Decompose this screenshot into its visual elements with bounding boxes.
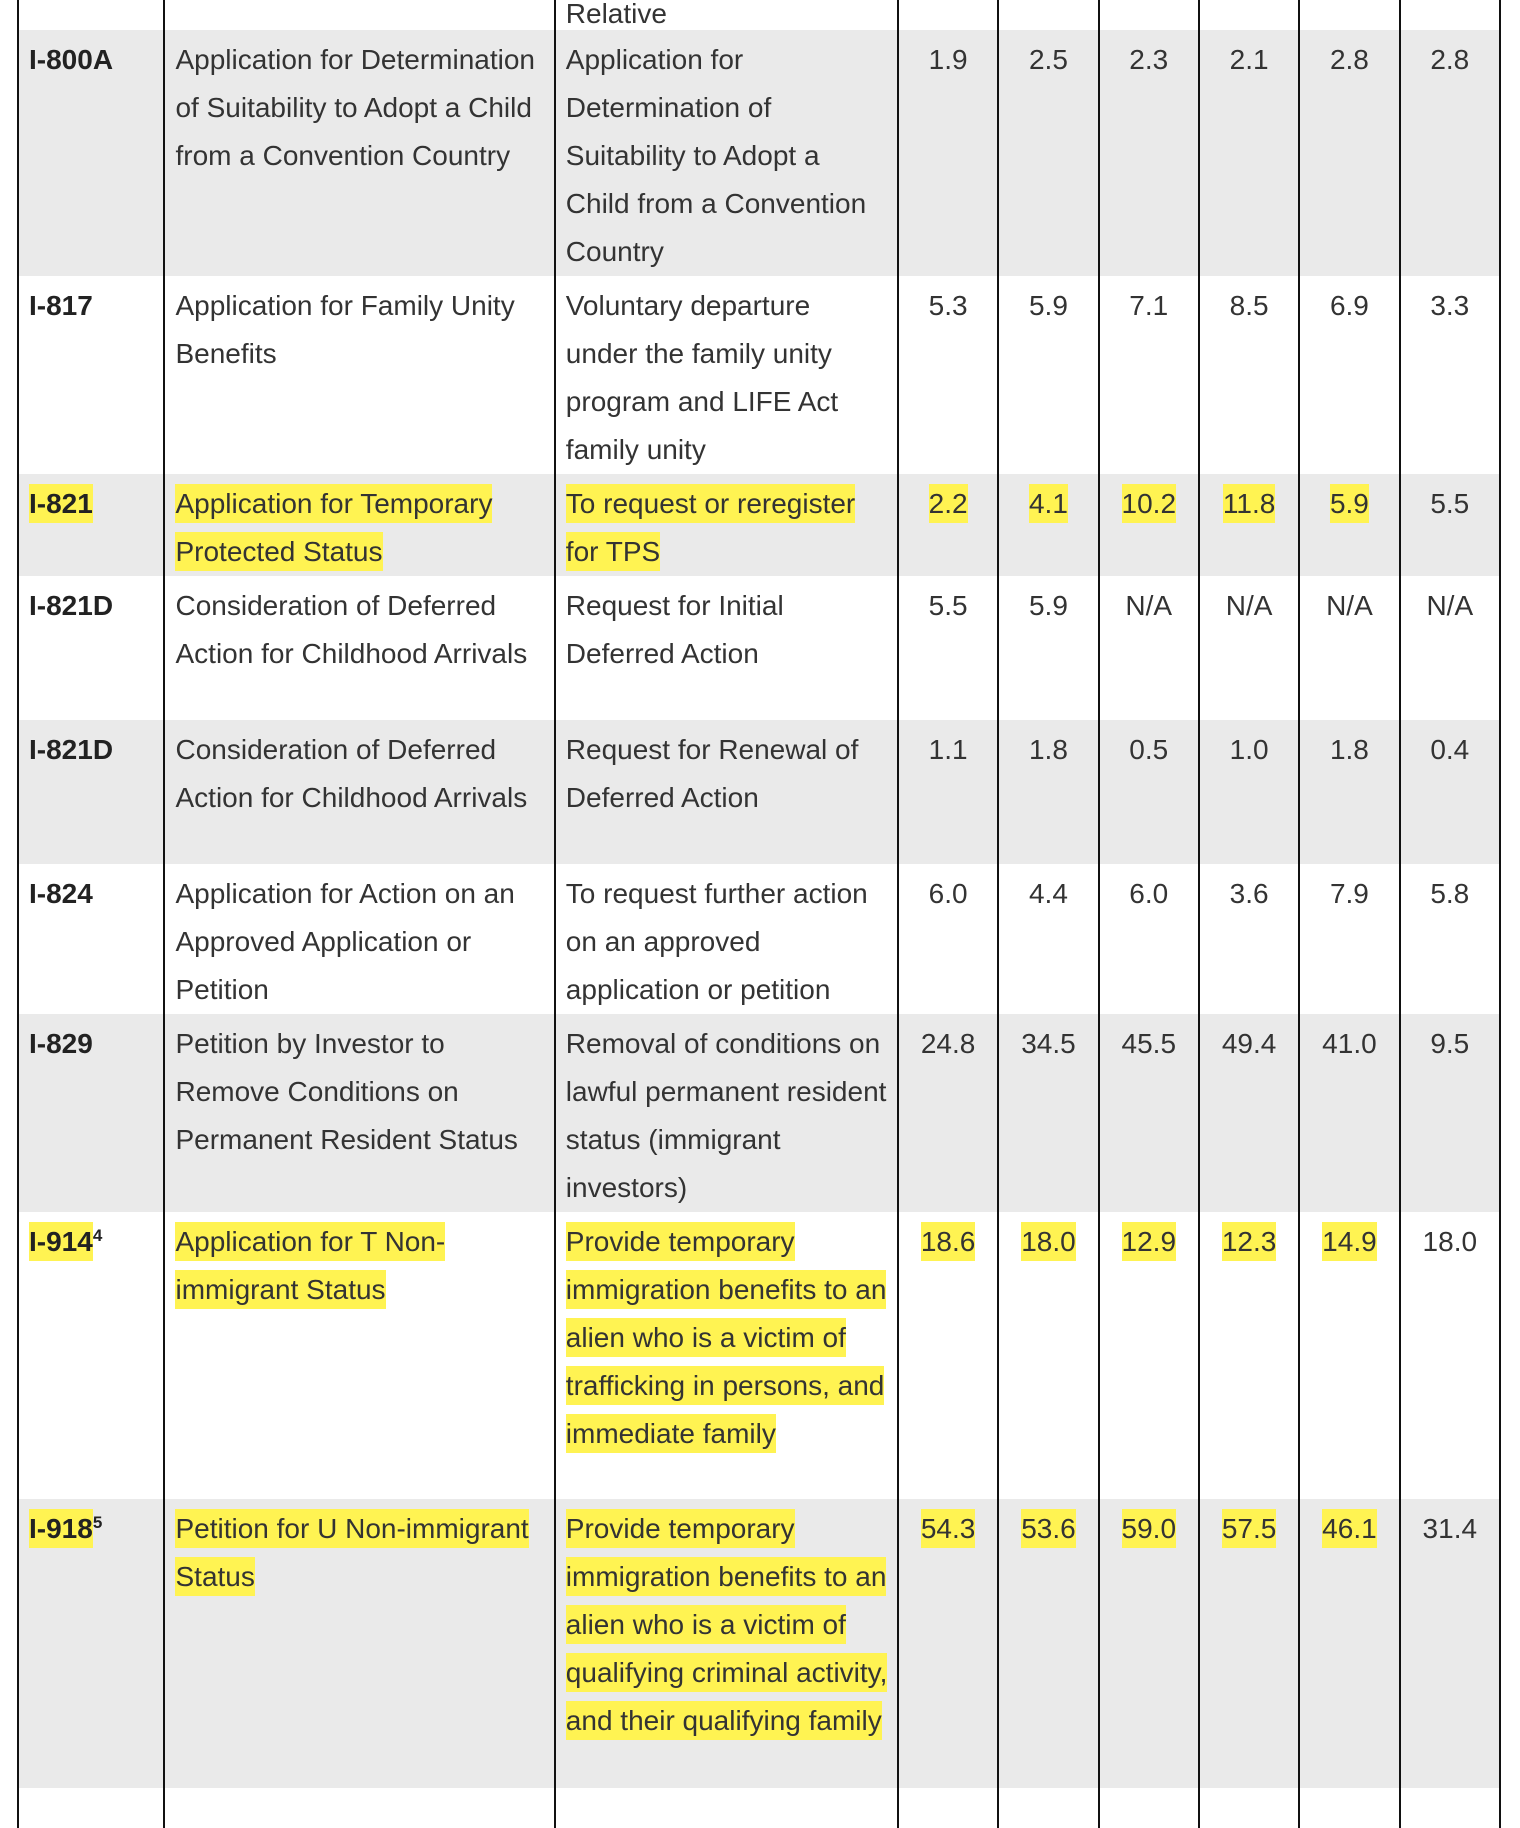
processing-time-value: 24.8: [920, 1028, 976, 1059]
value-cell: [1199, 720, 1299, 864]
table-row: [18, 474, 1500, 576]
form-title-cell: [164, 576, 554, 720]
form-title: Consideration of Deferred Action for Childhood Arrivals: [175, 590, 528, 669]
processing-time-value: 7.9: [1329, 878, 1369, 909]
processing-time-value: 0.5: [1129, 734, 1169, 765]
form-code-cell: [18, 576, 164, 720]
value-cell: [1400, 276, 1500, 474]
processing-time-value: 7.1: [1129, 290, 1169, 321]
form-code-cell: [18, 1212, 164, 1499]
processing-time-value: 5.9: [1330, 484, 1369, 523]
value-cell: [1400, 864, 1500, 1014]
value-cell: [1099, 474, 1199, 576]
form-title-cell: [164, 864, 554, 1014]
description-cell: [555, 576, 898, 720]
processing-time-value: N/A: [1326, 590, 1373, 621]
description-cell: [555, 1212, 898, 1499]
processing-time-value: 12.9: [1122, 1222, 1177, 1261]
processing-time-value: 49.4: [1221, 1028, 1277, 1059]
processing-time-value: 2.8: [1329, 44, 1369, 75]
value-cell: [898, 1014, 998, 1212]
processing-time-value: 14.9: [1322, 1222, 1377, 1261]
processing-time-value: 59.0: [1122, 1509, 1177, 1548]
processing-time-value: 41.0: [1322, 1028, 1377, 1059]
value-cell: [898, 576, 998, 720]
value-cell: [1099, 30, 1199, 276]
processing-time-value: N/A: [1225, 590, 1273, 621]
processing-time-value: 4.1: [1029, 484, 1068, 523]
processing-time-value: 1.9: [928, 44, 968, 75]
table-row-partial: [18, 1788, 1500, 1828]
table-row: [18, 1212, 1500, 1499]
desc-text: Relative: [565, 0, 667, 29]
form-code: I-821D: [29, 590, 114, 621]
processing-time-value: 4.4: [1028, 878, 1068, 909]
form-title: Application for Action on an Approved Application or Petition: [175, 878, 515, 1005]
form-title: Petition for U Non-immigrant Status: [175, 1509, 528, 1596]
form-code: I-914: [29, 1222, 93, 1261]
value-cell: [1299, 720, 1399, 864]
processing-time-value: 5.5: [928, 590, 968, 621]
processing-time-value: N/A: [1125, 590, 1173, 621]
description: Application for Determination of Suitability to Adopt a Child from a Convention Country: [565, 44, 867, 267]
description: Request for Initial Deferred Action: [565, 590, 784, 669]
form-title: Application for Temporary Protected Status: [175, 484, 492, 571]
processing-time-value: 5.9: [1028, 590, 1068, 621]
form-title-cell: [164, 30, 554, 276]
value-cell: [898, 864, 998, 1014]
processing-time-value: 5.9: [1028, 290, 1068, 321]
processing-time-value: 1.0: [1229, 734, 1269, 765]
value-cell: [1299, 864, 1399, 1014]
processing-time-value: 2.1: [1229, 44, 1269, 75]
description: To request further action on an approved application or petition: [565, 878, 868, 1005]
value-cell: [898, 1499, 998, 1788]
form-code-cell: [18, 1499, 164, 1788]
description-cell: [555, 864, 898, 1014]
form-code-cell: [18, 720, 164, 864]
description-cell: [555, 1014, 898, 1212]
processing-time-value: 18.0: [1422, 1226, 1478, 1257]
description: Removal of conditions on lawful permanent resident status (immigrant investors): [565, 1028, 887, 1203]
processing-times-table: [17, 0, 1501, 1828]
value-cell: [998, 1014, 1098, 1212]
desc-cell: [555, 0, 898, 30]
form-code: I-918: [29, 1509, 93, 1548]
value-cell: [1099, 1014, 1199, 1212]
form-title-cell: [164, 1014, 554, 1212]
form-title: Consideration of Deferred Action for Childhood Arrivals: [175, 734, 528, 813]
form-title: Petition by Investor to Remove Conditions on Permanent Resident Status: [175, 1028, 518, 1155]
value-cell: [1199, 276, 1299, 474]
value-cell: [1099, 576, 1199, 720]
processing-time-value: 3.3: [1430, 290, 1470, 321]
processing-time-value: 5.8: [1430, 878, 1470, 909]
table-row: [18, 720, 1500, 864]
value-cell: [1299, 1212, 1399, 1499]
value-cell: [1400, 1499, 1500, 1788]
processing-time-value: 5.5: [1430, 488, 1470, 519]
table-row-partial: [18, 0, 1500, 30]
footnote-marker: 4: [92, 1226, 103, 1245]
processing-time-value: 6.0: [1129, 878, 1169, 909]
processing-time-value: 3.6: [1229, 878, 1269, 909]
form-code-cell: [18, 864, 164, 1014]
footnote-marker: 5: [92, 1513, 103, 1532]
description: Provide temporary immigration benefits to an alien who is a victim of trafficking in persons, and immediate family: [566, 1222, 887, 1453]
processing-time-value: 2.8: [1430, 44, 1470, 75]
processing-time-value: 57.5: [1222, 1509, 1277, 1548]
value-cell: [998, 474, 1098, 576]
description: Request for Renewal of Deferred Action: [565, 734, 859, 813]
form-code: I-821D: [29, 734, 114, 765]
value-cell: [1400, 576, 1500, 720]
table-row: [18, 576, 1500, 720]
form-title: Application for T Non-immigrant Status: [175, 1222, 445, 1309]
value-cell: [898, 720, 998, 864]
description-cell: [555, 720, 898, 864]
processing-time-value: 34.5: [1021, 1028, 1076, 1059]
form-title: Application for Determination of Suitability to Adopt a Child from a Convention Country: [175, 44, 535, 171]
processing-time-value: 54.3: [921, 1509, 976, 1548]
value-cell: [1299, 1014, 1399, 1212]
processing-time-value: 0.4: [1430, 734, 1470, 765]
value-cell: [898, 30, 998, 276]
processing-time-value: 46.1: [1322, 1509, 1377, 1548]
description-cell: [555, 276, 898, 474]
form-code-cell: [18, 276, 164, 474]
processing-time-value: 8.5: [1229, 290, 1269, 321]
form-code-cell: [18, 474, 164, 576]
processing-time-value: 53.6: [1021, 1509, 1076, 1548]
form-title-cell: [164, 474, 554, 576]
value-cell: [998, 276, 1098, 474]
value-cell: [1299, 474, 1399, 576]
form-title-cell: [164, 1499, 554, 1788]
description: Provide temporary immigration benefits to an alien who is a victim of qualifying criminal activity, and their qualifying family: [566, 1509, 888, 1740]
value-cell: [998, 1499, 1098, 1788]
processing-time-value: 1.1: [928, 734, 968, 765]
value-cell: [898, 474, 998, 576]
form-code: I-817: [29, 290, 93, 321]
value-cell: [1299, 30, 1399, 276]
value-cell: [1400, 30, 1500, 276]
value-cell: [1400, 1212, 1500, 1499]
value-cell: [1199, 1014, 1299, 1212]
description-cell: [555, 1499, 898, 1788]
value-cell: [1199, 1212, 1299, 1499]
processing-time-value: 1.8: [1329, 734, 1369, 765]
table-row: [18, 1499, 1500, 1788]
value-cell: [1299, 1499, 1399, 1788]
value-cell: [1400, 1014, 1500, 1212]
form-title-cell: [164, 1212, 554, 1499]
processing-time-value: 2.2: [929, 484, 968, 523]
value-cell: [1199, 864, 1299, 1014]
value-cell: [1400, 474, 1500, 576]
value-cell: [898, 1212, 998, 1499]
description-cell: [555, 474, 898, 576]
value-cell: [1199, 30, 1299, 276]
value-cell: [1199, 576, 1299, 720]
processing-time-value: 11.8: [1223, 484, 1275, 523]
value-cell: [998, 576, 1098, 720]
processing-time-value: N/A: [1426, 590, 1474, 621]
value-cell: [998, 30, 1098, 276]
form-code: I-829: [29, 1028, 93, 1059]
processing-time-value: 10.2: [1122, 484, 1177, 523]
processing-time-value: 2.5: [1028, 44, 1068, 75]
value-cell: [1099, 1212, 1199, 1499]
processing-time-value: 6.9: [1329, 290, 1369, 321]
description: Voluntary departure under the family unity program and LIFE Act family unity: [565, 290, 839, 465]
processing-time-value: 9.5: [1430, 1028, 1470, 1059]
processing-time-value: 5.3: [928, 290, 968, 321]
processing-time-value: 31.4: [1422, 1513, 1478, 1544]
form-code: I-800A: [29, 44, 114, 75]
form-code: I-821: [29, 484, 93, 523]
processing-time-value: 18.0: [1021, 1222, 1076, 1261]
table-row: [18, 30, 1500, 276]
form-title-cell: [164, 720, 554, 864]
value-cell: [1099, 1499, 1199, 1788]
processing-time-value: 45.5: [1121, 1028, 1177, 1059]
form-code-cell: [18, 30, 164, 276]
form-title-cell: [164, 276, 554, 474]
form-code-cell: [18, 1014, 164, 1212]
processing-time-value: 12.3: [1222, 1222, 1277, 1261]
value-cell: [998, 1212, 1098, 1499]
value-cell: [998, 720, 1098, 864]
value-cell: [1299, 576, 1399, 720]
value-cell: [1199, 1499, 1299, 1788]
value-cell: [998, 864, 1098, 1014]
processing-time-value: 6.0: [928, 878, 968, 909]
value-cell: [1400, 720, 1500, 864]
description: To request or reregister for TPS: [566, 484, 855, 571]
form-title: Application for Family Unity Benefits: [175, 290, 515, 369]
value-cell: [1099, 864, 1199, 1014]
processing-time-value: 2.3: [1129, 44, 1169, 75]
table-row: [18, 1014, 1500, 1212]
table-row: [18, 864, 1500, 1014]
value-cell: [1299, 276, 1399, 474]
processing-time-value: 1.8: [1028, 734, 1068, 765]
description-cell: [555, 30, 898, 276]
value-cell: [1099, 720, 1199, 864]
value-cell: [1199, 474, 1299, 576]
table-row: [18, 276, 1500, 474]
processing-time-value: 18.6: [921, 1222, 976, 1261]
form-code: I-824: [29, 878, 93, 909]
value-cell: [898, 276, 998, 474]
value-cell: [1099, 276, 1199, 474]
